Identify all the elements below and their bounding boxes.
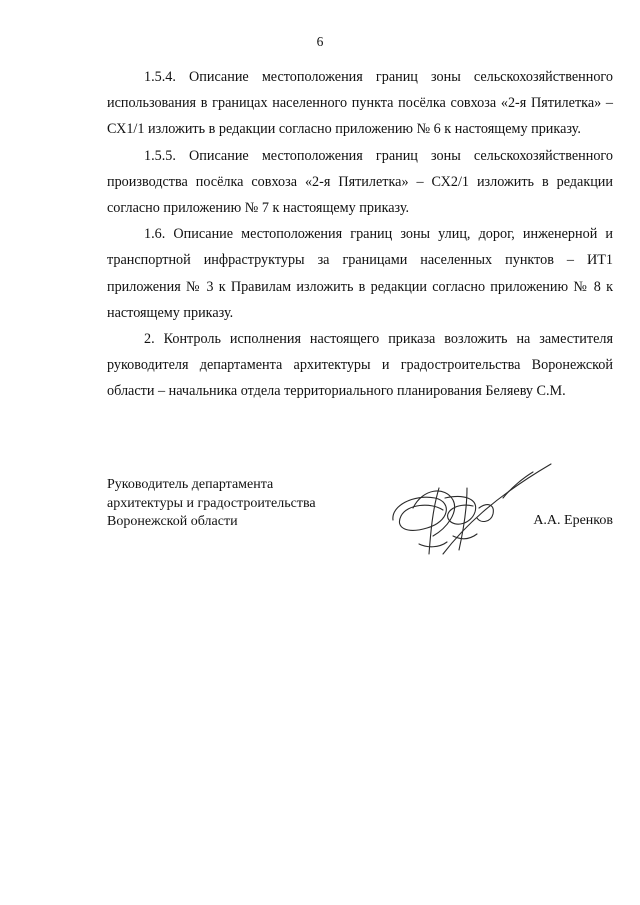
paragraph-1-5-5: 1.5.5. Описание местоположения границ зоны сельскохозяйственного производства посёлка совхоза «2-я Пятилетка» – СХ2/1 изложить в редакции согласно приложению № 7 к настоящему приказу. bbox=[107, 147, 613, 217]
document-body bbox=[107, 64, 613, 405]
paragraph-1-6: 1.6. Описание местоположения границ зоны улиц, дорог, инженерной и транспортной инфраструктуры за границами населенных пунктов – ИТ1 приложения № 3 к Правилам изложить в редакции согласно приложению № 8 к настоящему приказу. bbox=[107, 226, 613, 321]
paragraph-1-5-4: 1.5.4. Описание местоположения границ зоны сельскохозяйственного использования в границах населенного пункта посёлка совхоза «2-я Пятилетка» – СХ1/1 изложить в редакции согласно приложению № 6 к настоящему приказу. bbox=[107, 69, 613, 138]
signature-block bbox=[107, 476, 613, 586]
handwritten-signature bbox=[383, 458, 563, 562]
signatory-title-line: Воронежской области bbox=[107, 514, 238, 529]
signatory-title-line: архитектуры и градостроительства bbox=[107, 495, 316, 511]
signatory-title bbox=[107, 476, 316, 532]
paragraph-2: 2. Контроль исполнения настоящего приказа возложить на заместителя руководителя департамента архитектуры и градостроительства Воронежской области – начальника отдела территориального планирования Беляеву С.М. bbox=[107, 331, 613, 400]
signatory-name: А.А. Еренков bbox=[533, 513, 613, 528]
page-number: 6 bbox=[316, 34, 324, 49]
signatory-title-line: Руководитель департамента bbox=[107, 477, 274, 492]
